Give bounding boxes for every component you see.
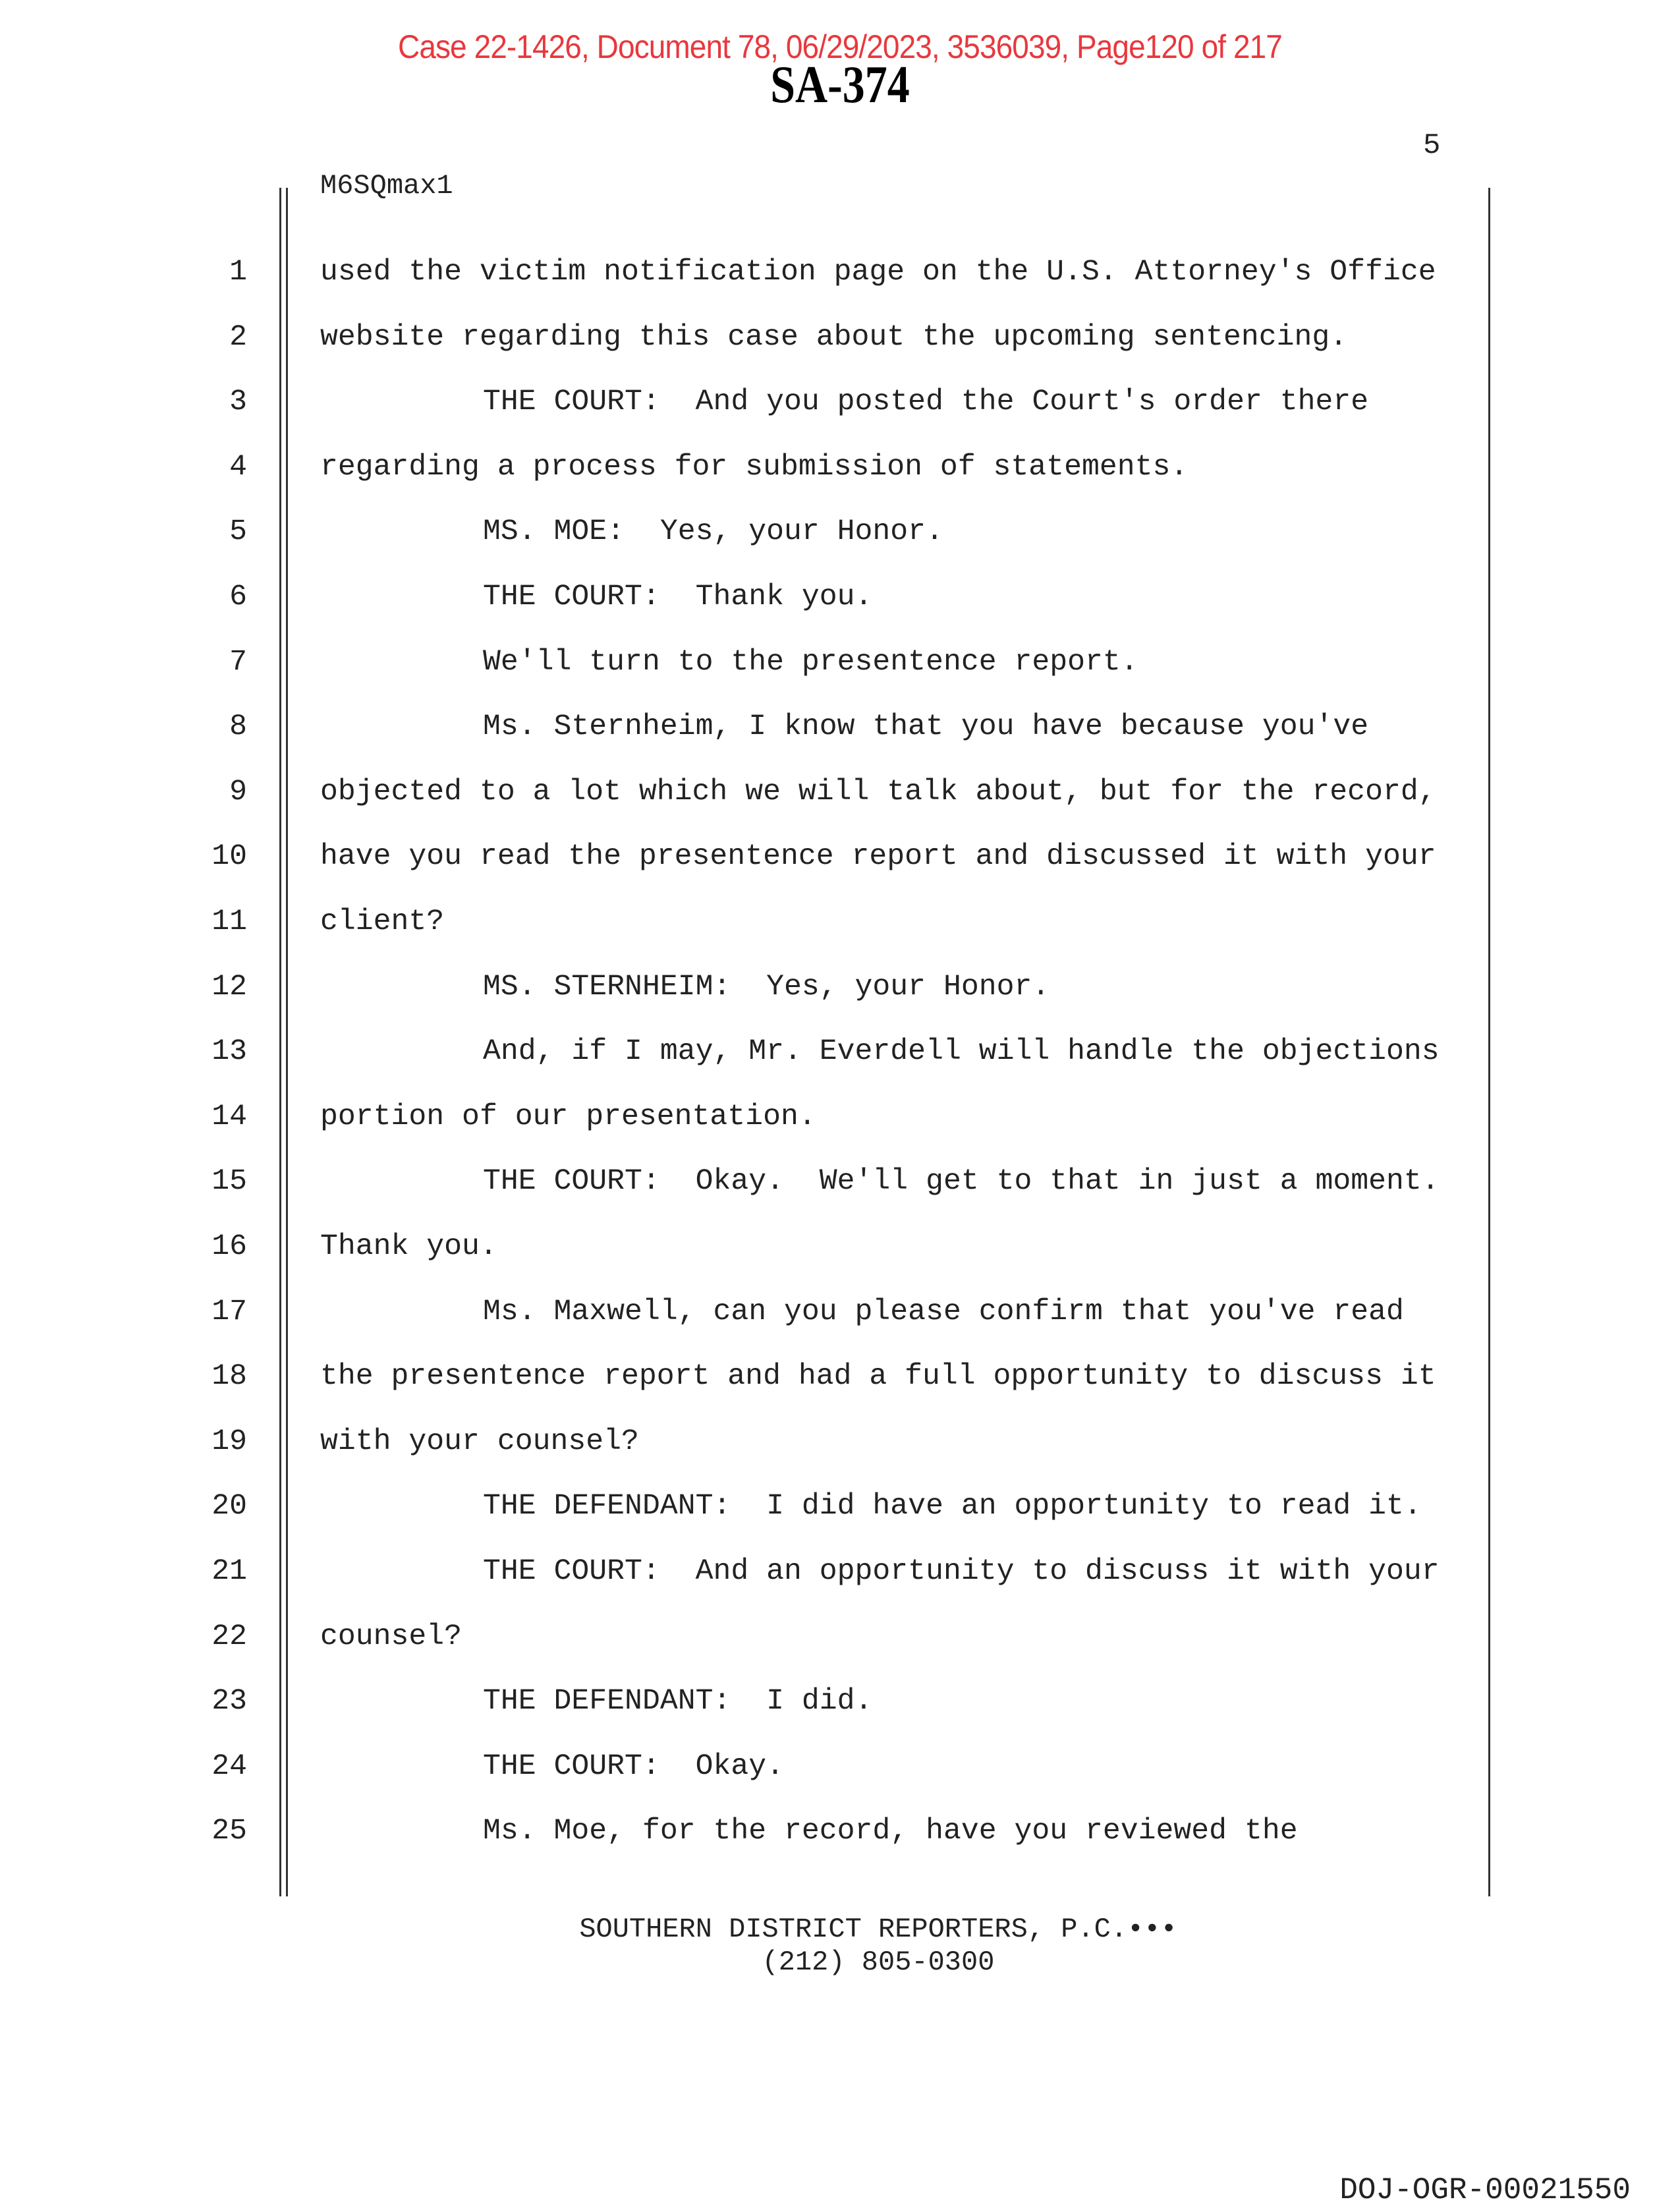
transcript-line (0, 1750, 1680, 1815)
transcript-line (0, 1100, 1680, 1165)
line-number: 6 (229, 581, 247, 613)
line-number: 16 (211, 1230, 247, 1263)
transcript-line (0, 1685, 1680, 1749)
line-number: 1 (229, 256, 247, 289)
line-text: regarding a process for submission of statements. (320, 450, 1189, 484)
line-text: THE COURT: And you posted the Court's order there (483, 385, 1369, 419)
line-number: 19 (211, 1425, 247, 1458)
transcript-line (0, 971, 1680, 1035)
transcript-line (0, 646, 1680, 710)
transcript-line (0, 1035, 1680, 1100)
transcript-line (0, 321, 1680, 385)
line-number: 7 (229, 645, 247, 679)
transcript-line (0, 515, 1680, 580)
line-text: objected to a lot which we will talk about, but for the record, (320, 775, 1436, 808)
line-number: 4 (229, 450, 247, 484)
line-text: Ms. Sternheim, I know that you have because you've (483, 710, 1369, 744)
line-number: 14 (211, 1100, 247, 1133)
line-text: THE COURT: Thank you. (483, 581, 873, 613)
line-text: counsel? (320, 1620, 462, 1653)
line-number: 12 (211, 970, 247, 1004)
line-text: THE DEFENDANT: I did have an opportunity to read it. (483, 1490, 1422, 1523)
line-number: 10 (211, 840, 247, 874)
line-number: 20 (211, 1490, 247, 1523)
line-text: client? (320, 905, 445, 938)
line-text: THE DEFENDANT: I did. (483, 1685, 873, 1718)
transcript-line (0, 776, 1680, 840)
transcript-line (0, 256, 1680, 320)
line-text: website regarding this case about the upcoming sentencing. (320, 320, 1348, 354)
line-number: 3 (229, 385, 247, 419)
line-number: 11 (211, 905, 247, 938)
line-text: have you read the presentence report and discussed it with your (320, 840, 1436, 874)
line-text: THE COURT: Okay. We'll get to that in just a moment. (483, 1165, 1440, 1199)
line-text: Ms. Moe, for the record, have you reviewed the (483, 1815, 1298, 1848)
transcript-line (0, 385, 1680, 450)
line-text: portion of our presentation. (320, 1100, 816, 1133)
transcript-line (0, 1425, 1680, 1490)
transcript-line (0, 1815, 1680, 1879)
bates-number: DOJ-OGR-00021550 (1339, 2173, 1631, 2207)
appendix-page-label: SA-374 (770, 56, 910, 114)
line-number: 18 (211, 1360, 247, 1394)
page-number: 5 (1423, 129, 1441, 162)
line-text: THE COURT: And an opportunity to discuss it with your (483, 1555, 1440, 1588)
transcript-line (0, 1295, 1680, 1360)
reporter-phone: (212) 805-0300 (762, 1946, 995, 1978)
line-number: 5 (229, 515, 247, 549)
line-text: MS. MOE: Yes, your Honor. (483, 515, 943, 549)
line-text: used the victim notification page on the U.S. Attorney's Office (320, 256, 1436, 289)
line-number: 13 (211, 1035, 247, 1069)
transcript-line (0, 1230, 1680, 1295)
line-text: with your counsel? (320, 1425, 639, 1458)
transcript-caption: M6SQmax1 (320, 170, 453, 202)
line-text: the presentence report and had a full opportunity to discuss it (320, 1360, 1436, 1394)
transcript-line (0, 581, 1680, 645)
line-number: 22 (211, 1620, 247, 1653)
line-number: 9 (229, 775, 247, 808)
transcript-line (0, 710, 1680, 775)
line-text: Ms. Maxwell, can you please confirm that you've read (483, 1295, 1404, 1328)
line-text: Thank you. (320, 1230, 497, 1263)
reporter-name: SOUTHERN DISTRICT REPORTERS, P.C.••• (579, 1914, 1177, 1945)
line-number: 23 (211, 1685, 247, 1718)
transcript-line (0, 1620, 1680, 1685)
line-text: MS. STERNHEIM: Yes, your Honor. (483, 970, 1050, 1004)
line-number: 24 (211, 1749, 247, 1783)
transcript-line (0, 840, 1680, 905)
line-text: THE COURT: Okay. (483, 1749, 785, 1783)
line-number: 25 (211, 1815, 247, 1848)
line-text: And, if I may, Mr. Everdell will handle the objections (483, 1035, 1440, 1069)
line-text: We'll turn to the presentence report. (483, 645, 1138, 679)
transcript-line (0, 1490, 1680, 1554)
line-number: 17 (211, 1295, 247, 1328)
transcript-line (0, 451, 1680, 515)
transcript-line (0, 1165, 1680, 1230)
line-number: 2 (229, 320, 247, 354)
line-number: 8 (229, 710, 247, 744)
transcript-line (0, 1360, 1680, 1425)
case-stamp: Case 22-1426, Document 78, 06/29/2023, 3536039, Page120 of 217 (398, 28, 1282, 65)
line-number: 21 (211, 1555, 247, 1588)
transcript-line (0, 905, 1680, 970)
line-number: 15 (211, 1165, 247, 1199)
transcript-line (0, 1555, 1680, 1620)
